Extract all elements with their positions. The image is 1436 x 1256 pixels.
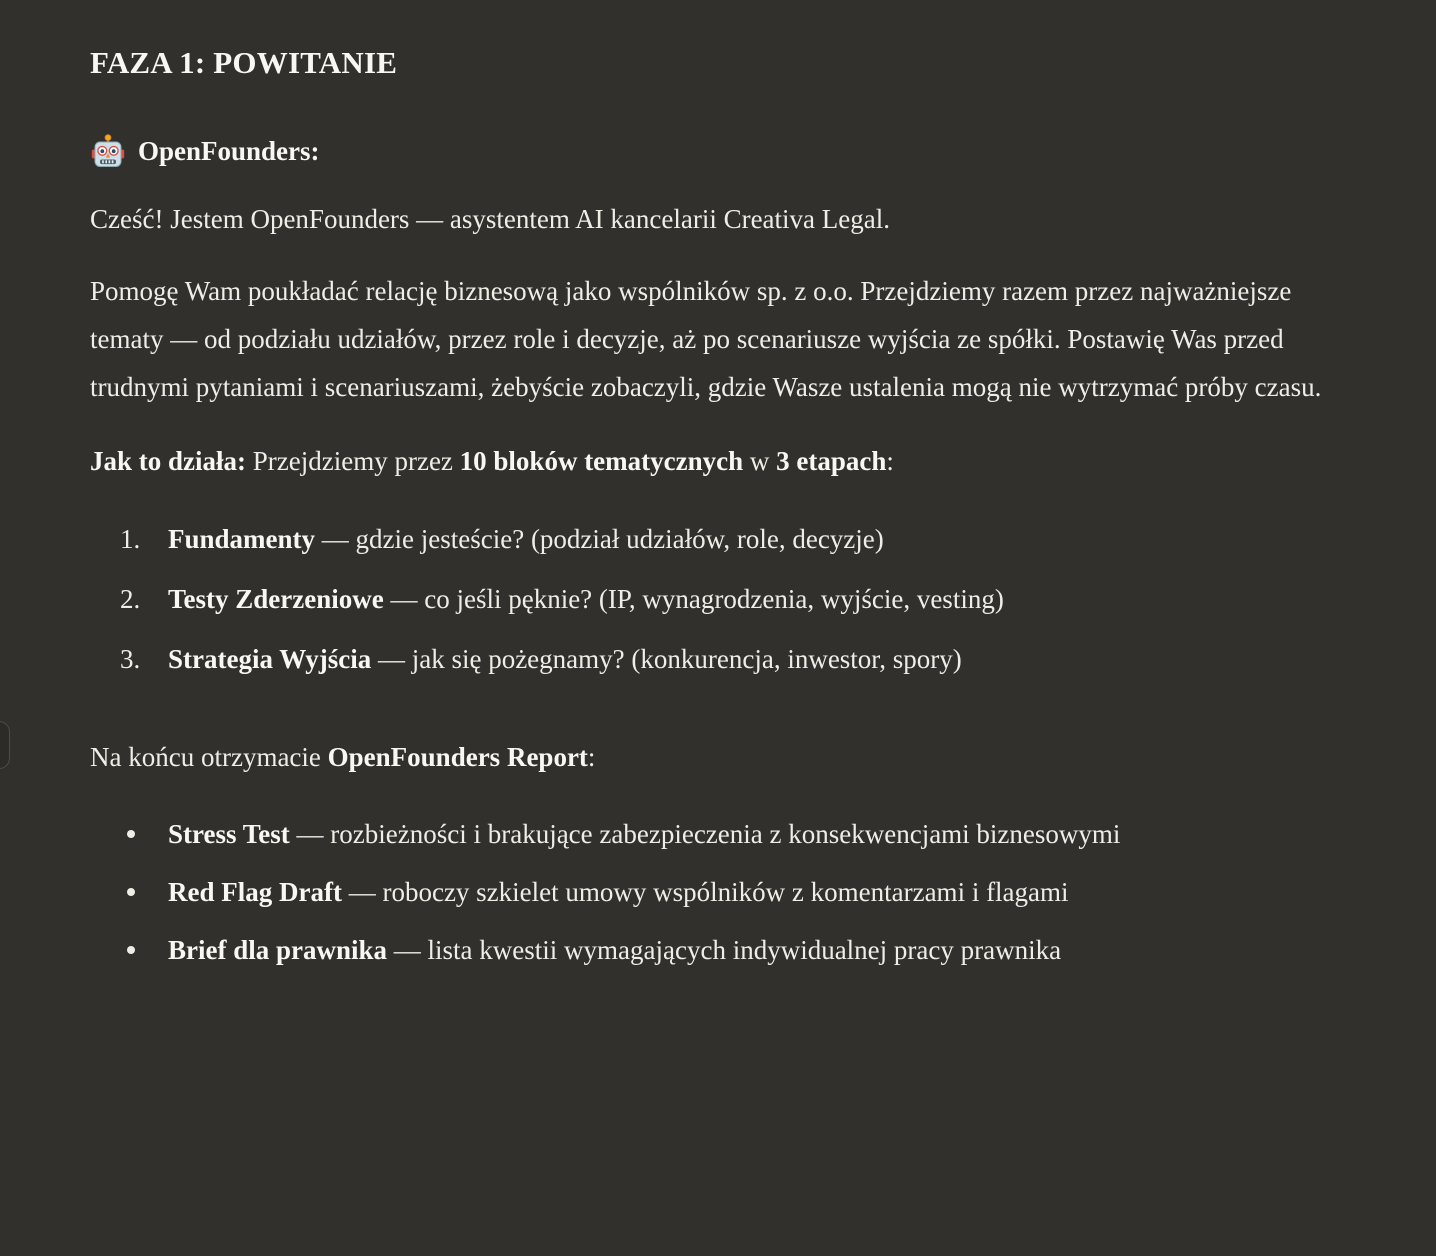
stage-title: Fundamenty bbox=[168, 524, 316, 554]
report-intro-paragraph bbox=[90, 733, 1346, 781]
report-item-title: Red Flag Draft bbox=[168, 877, 342, 907]
speaker-line bbox=[90, 131, 1346, 171]
report-item-description: — lista kwestii wymagających indywidualnej pracy prawnika bbox=[387, 935, 1062, 965]
stage-title: Testy Zderzeniowe bbox=[168, 584, 384, 614]
list-item bbox=[90, 515, 1346, 563]
stages-list bbox=[90, 515, 1346, 683]
how-it-works-text-2: w bbox=[743, 446, 777, 476]
intro-paragraph: Cześć! Jestem OpenFounders — asystentem AI kancelarii Creativa Legal. bbox=[90, 204, 890, 234]
list-item bbox=[90, 865, 1346, 919]
report-item-title: Brief dla prawnika bbox=[168, 935, 388, 965]
list-item bbox=[90, 807, 1346, 861]
description-paragraph: Pomogę Wam poukładać relację biznesową jako wspólników sp. z o.o. Przejdziemy razem przez najważniejsze tematy — od podziału udziałów, przez role i decyzje, aż po scenariusze wyjścia ze spółki. Postawię Was przed trudnymi pytaniami i scenariuszami, żebyście zobaczyli, gdzie Wasze ustalenia mogą nie wytrzymać próby czasu. bbox=[90, 276, 1322, 402]
list-item-text bbox=[168, 515, 1346, 563]
phase-heading: FAZA 1: POWITANIE bbox=[90, 45, 398, 80]
left-edge-handle[interactable] bbox=[0, 721, 10, 769]
stage-description: — gdzie jesteście? (podział udziałów, role, decyzje) bbox=[315, 524, 884, 554]
robot-icon bbox=[90, 133, 126, 169]
report-intro-text: Na końcu otrzymacie bbox=[90, 742, 328, 772]
bullet-icon bbox=[127, 830, 135, 838]
how-it-works-label: Jak to działa: bbox=[90, 446, 247, 476]
list-item-text bbox=[168, 635, 1346, 683]
list-number: 3. bbox=[120, 644, 141, 674]
list-item-text bbox=[168, 575, 1346, 623]
list-item bbox=[90, 923, 1346, 977]
how-it-works-paragraph bbox=[90, 437, 1346, 485]
report-item-title: Stress Test bbox=[168, 819, 290, 849]
report-item-description: — roboczy szkielet umowy wspólników z komentarzami i flagami bbox=[341, 877, 1069, 907]
list-item bbox=[90, 635, 1346, 683]
list-item-text bbox=[168, 865, 1346, 919]
list-number: 1. bbox=[120, 524, 141, 554]
how-it-works-text-1: Przejdziemy przez bbox=[246, 446, 460, 476]
list-number: 2. bbox=[120, 584, 141, 614]
bullet-icon bbox=[127, 888, 135, 896]
how-it-works-stages: 3 etapach bbox=[776, 446, 887, 476]
how-it-works-text-3: : bbox=[886, 446, 894, 476]
stage-title: Strategia Wyjścia bbox=[168, 644, 372, 674]
report-name: OpenFounders Report bbox=[327, 742, 588, 772]
report-list bbox=[90, 807, 1346, 977]
stage-description: — co jeśli pęknie? (IP, wynagrodzenia, wyjście, vesting) bbox=[383, 584, 1004, 614]
report-intro-colon: : bbox=[587, 742, 596, 772]
stage-description: — jak się pożegnamy? (konkurencja, inwestor, spory) bbox=[371, 644, 962, 674]
list-item-text bbox=[168, 923, 1346, 977]
list-item bbox=[90, 575, 1346, 623]
speaker-name: OpenFounders: bbox=[138, 136, 320, 166]
how-it-works-blocks: 10 bloków tematycznych bbox=[459, 446, 744, 476]
bullet-icon bbox=[127, 946, 135, 954]
report-item-description: — rozbieżności i brakujące zabezpieczenia z konsekwencjami biznesowymi bbox=[289, 819, 1121, 849]
list-item-text bbox=[168, 807, 1346, 861]
